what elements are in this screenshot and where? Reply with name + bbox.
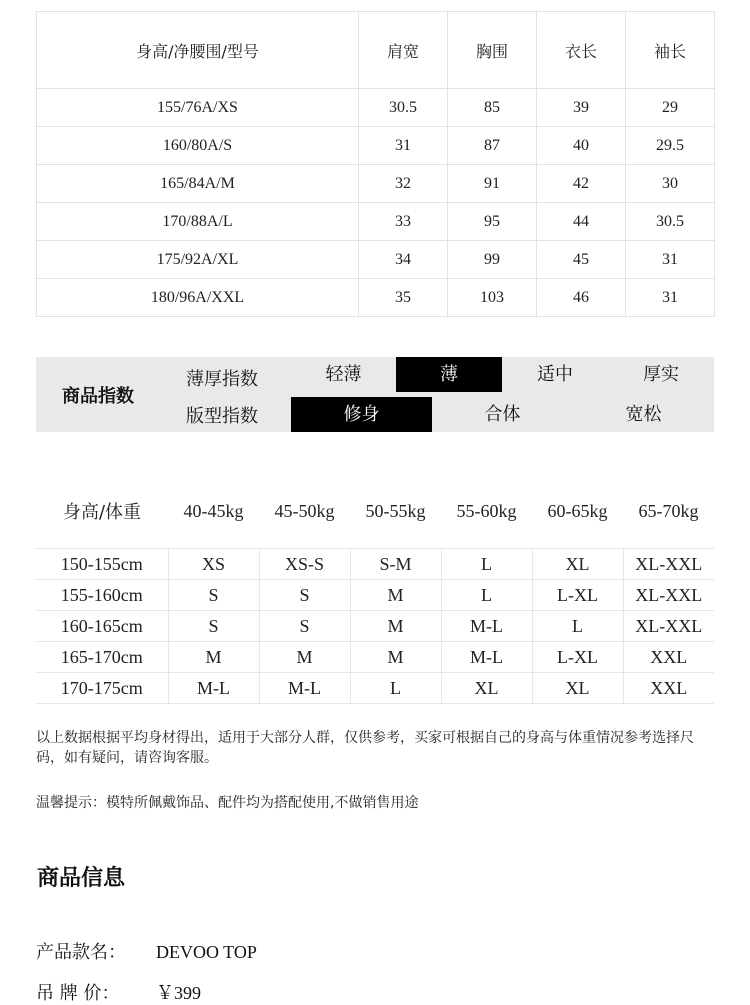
table-header-row xyxy=(37,12,715,89)
header-sleeve: 袖长 xyxy=(626,12,715,89)
accessory-tip-text: 温馨提示：模特所佩戴饰品、配件均为搭配使用,不做销售用途 xyxy=(36,795,419,811)
table-row xyxy=(36,673,714,704)
table-cell: 87 xyxy=(448,127,537,165)
table-cell: 99 xyxy=(448,241,537,279)
table-row xyxy=(37,241,715,279)
table-cell: L xyxy=(532,611,623,642)
size-measurement-table xyxy=(36,11,715,317)
header-weight-range: 55-60kg xyxy=(456,500,517,521)
table-cell: 31 xyxy=(359,127,448,165)
header-weight-range: 65-70kg xyxy=(638,500,699,521)
table-cell: XS-S xyxy=(259,549,350,580)
table-cell: XS xyxy=(168,549,259,580)
table-cell: 40 xyxy=(537,127,626,165)
table-cell: XXL xyxy=(623,642,714,673)
table-cell: 44 xyxy=(537,203,626,241)
table-cell: 160/80A/S xyxy=(37,127,359,165)
table-cell: 170/88A/L xyxy=(37,203,359,241)
tag-price-row xyxy=(36,979,201,1005)
table-cell: 155-160cm xyxy=(36,580,168,611)
table-cell: L xyxy=(350,673,441,704)
table-cell: 165-170cm xyxy=(36,642,168,673)
header-length: 衣长 xyxy=(537,12,626,89)
table-cell: 30.5 xyxy=(626,203,715,241)
table-row xyxy=(37,127,715,165)
fit-option-slim-selected: 修身 xyxy=(291,397,432,432)
table-cell: M xyxy=(259,642,350,673)
thickness-index-label: 薄厚指数 xyxy=(186,369,258,390)
table-cell: M xyxy=(350,642,441,673)
table-cell: 34 xyxy=(359,241,448,279)
table-row xyxy=(36,549,714,580)
table-cell: 180/96A/XXL xyxy=(37,279,359,317)
table-cell: 165/84A/M xyxy=(37,165,359,203)
product-index-title: 商品指数 xyxy=(62,386,134,407)
table-header-row xyxy=(36,480,714,542)
product-index-panel xyxy=(36,357,714,432)
table-cell: 160-165cm xyxy=(36,611,168,642)
size-disclaimer-text: 以上数据根据平均身材得出，适用于大部分人群，仅供参考，买家可根据自己的身高与体重情况参考选择尺码，如有疑问，请咨询客服。 xyxy=(36,730,694,766)
table-cell: 30 xyxy=(626,165,715,203)
table-cell: M-L xyxy=(259,673,350,704)
table-cell: S xyxy=(168,611,259,642)
table-row xyxy=(37,203,715,241)
table-cell: XL xyxy=(441,673,532,704)
thickness-option-light: 轻薄 xyxy=(325,364,362,385)
thickness-option-thin-selected: 薄 xyxy=(396,357,502,392)
table-cell: M-L xyxy=(168,673,259,704)
product-info-title: 商品信息 xyxy=(37,866,126,891)
table-cell: 170-175cm xyxy=(36,673,168,704)
header-height-weight: 身高/体重 xyxy=(62,502,142,523)
fit-option-loose: 宽松 xyxy=(625,404,662,425)
table-cell: M xyxy=(350,580,441,611)
table-cell: 35 xyxy=(359,279,448,317)
table-cell: 32 xyxy=(359,165,448,203)
table-cell: L-XL xyxy=(532,642,623,673)
fit-option-regular: 合体 xyxy=(484,404,521,425)
table-cell: L xyxy=(441,580,532,611)
table-cell: S xyxy=(168,580,259,611)
table-cell: 30.5 xyxy=(359,89,448,127)
table-cell: XXL xyxy=(623,673,714,704)
table-cell: 31 xyxy=(626,279,715,317)
table-cell: M xyxy=(168,642,259,673)
table-cell: 29 xyxy=(626,89,715,127)
table-row xyxy=(37,165,715,203)
thickness-option-thick: 厚实 xyxy=(643,364,679,385)
table-cell: 175/92A/XL xyxy=(37,241,359,279)
table-cell: S xyxy=(259,611,350,642)
tag-price-value: ￥399 xyxy=(156,983,201,1003)
size-guide-table xyxy=(36,480,714,704)
table-cell: 155/76A/XS xyxy=(37,89,359,127)
header-weight-range: 60-65kg xyxy=(547,500,608,521)
table-cell: L-XL xyxy=(532,580,623,611)
table-row xyxy=(37,89,715,127)
header-weight-range: 40-45kg xyxy=(183,500,244,521)
table-cell: XL-XXL xyxy=(623,549,714,580)
table-cell: M xyxy=(350,611,441,642)
thickness-option-medium: 适中 xyxy=(537,364,573,385)
header-weight-range: 50-55kg xyxy=(365,500,426,521)
product-name-row xyxy=(36,938,257,964)
header-shoulder: 肩宽 xyxy=(359,12,448,89)
header-chest: 胸围 xyxy=(448,12,537,89)
table-cell: 42 xyxy=(537,165,626,203)
table-cell: 31 xyxy=(626,241,715,279)
table-cell: 85 xyxy=(448,89,537,127)
header-weight-range: 45-50kg xyxy=(274,500,335,521)
table-cell: XL xyxy=(532,549,623,580)
table-cell: 45 xyxy=(537,241,626,279)
table-cell: 103 xyxy=(448,279,537,317)
table-cell: 46 xyxy=(537,279,626,317)
table-cell: 91 xyxy=(448,165,537,203)
table-row xyxy=(36,611,714,642)
table-cell: M-L xyxy=(441,611,532,642)
table-cell: L xyxy=(441,549,532,580)
table-row xyxy=(36,642,714,673)
table-cell: S-M xyxy=(350,549,441,580)
table-cell: XL-XXL xyxy=(623,611,714,642)
table-cell: 33 xyxy=(359,203,448,241)
table-cell: 29.5 xyxy=(626,127,715,165)
header-size-code: 身高/净腰围/型号 xyxy=(37,12,359,89)
table-cell: S xyxy=(259,580,350,611)
table-cell: XL xyxy=(532,673,623,704)
tag-price-label: 吊 牌 价： xyxy=(36,983,120,1004)
table-cell: 95 xyxy=(448,203,537,241)
table-row xyxy=(37,279,715,317)
product-name-value: DEVOO TOP xyxy=(156,942,257,962)
table-cell: XL-XXL xyxy=(623,580,714,611)
table-cell: 150-155cm xyxy=(36,549,168,580)
product-name-label: 产品款名： xyxy=(36,942,126,963)
table-row xyxy=(36,580,714,611)
table-cell: 39 xyxy=(537,89,626,127)
fit-index-label: 版型指数 xyxy=(186,406,258,427)
table-cell: M-L xyxy=(441,642,532,673)
